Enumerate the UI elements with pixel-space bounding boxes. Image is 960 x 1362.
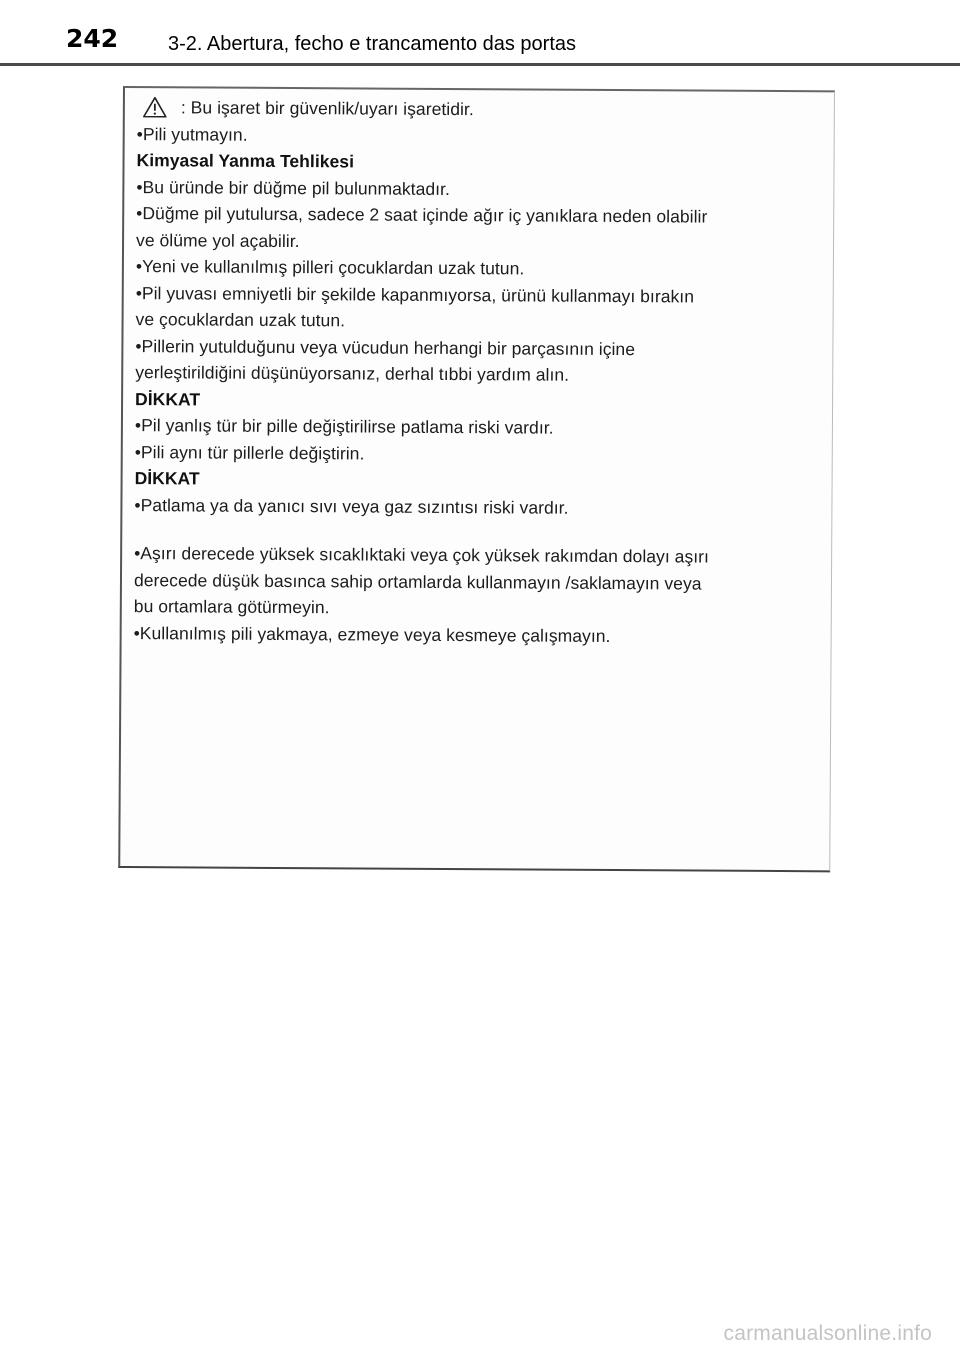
warning-text-block (134, 94, 827, 650)
warning-line: •Pil yuvası emniyetli bir şekilde kapanmıyorsa, ürünü kullanmayı bırakın (135, 282, 695, 306)
warning-heading: DİKKAT (135, 388, 201, 409)
warning-line: •Kullanılmış pili yakmaya, ezmeye veya kesmeye çalışmayın. (133, 622, 611, 646)
warning-symbol-text: : Bu işaret bir güvenlik/uyarı işaretidir. (180, 97, 474, 120)
watermark: carmanualsonline.info (723, 1322, 932, 1345)
warning-line: •Bu üründe bir düğme pil bulunmaktadır. (136, 176, 450, 199)
warning-line: derecede düşük basınca sahip ortamlarda kullanmayın /saklamayın veya (133, 569, 702, 594)
warning-symbol-line (137, 94, 827, 125)
warning-line: ve ölüme yol açabilir. (136, 229, 300, 251)
warning-line: ve çocuklardan uzak tutun. (135, 309, 346, 331)
warning-line: •Pili yutmayın. (136, 123, 248, 145)
warning-line: •Yeni ve kullanılmış pilleri çocuklardan uzak tutun. (135, 256, 525, 279)
section-title: 3-2. Abertura, fecho e trancamento das portas (168, 33, 577, 55)
warning-line: •Patlama ya da yanıcı sıvı veya gaz sızıntısı riski vardır. (134, 494, 569, 518)
warning-line: yerleştirildiğini düşünüyorsanız, derhal tıbbi yardım alın. (135, 362, 570, 385)
warning-line: •Pillerin yutulduğunu veya vücudun herhangi bir parçasının içine (135, 335, 636, 359)
warning-line: •Pili aynı tür pillerle değiştirin. (134, 441, 365, 463)
warning-line: bu ortamlara götürmeyin. (133, 596, 330, 618)
page-header (0, 0, 960, 66)
page-number: 242 (66, 24, 119, 53)
header-divider (0, 63, 960, 66)
warning-line: •Düğme pil yutulursa, sadece 2 saat içinde ağır iç yanıklara neden olabilir (136, 203, 708, 227)
warning-heading: Kimyasal Yanma Tehlikesi (136, 150, 355, 172)
warning-heading: DİKKAT (134, 468, 200, 489)
warning-triangle-icon (143, 96, 167, 118)
battery-warning-box (118, 86, 835, 872)
warning-line: •Pil yanlış tür bir pille değiştirilirse patlama riski vardır. (134, 415, 554, 438)
warning-line: •Aşırı derecede yüksek sıcaklıktaki veya çok yüksek rakımdan dolayı aşırı (134, 543, 710, 567)
